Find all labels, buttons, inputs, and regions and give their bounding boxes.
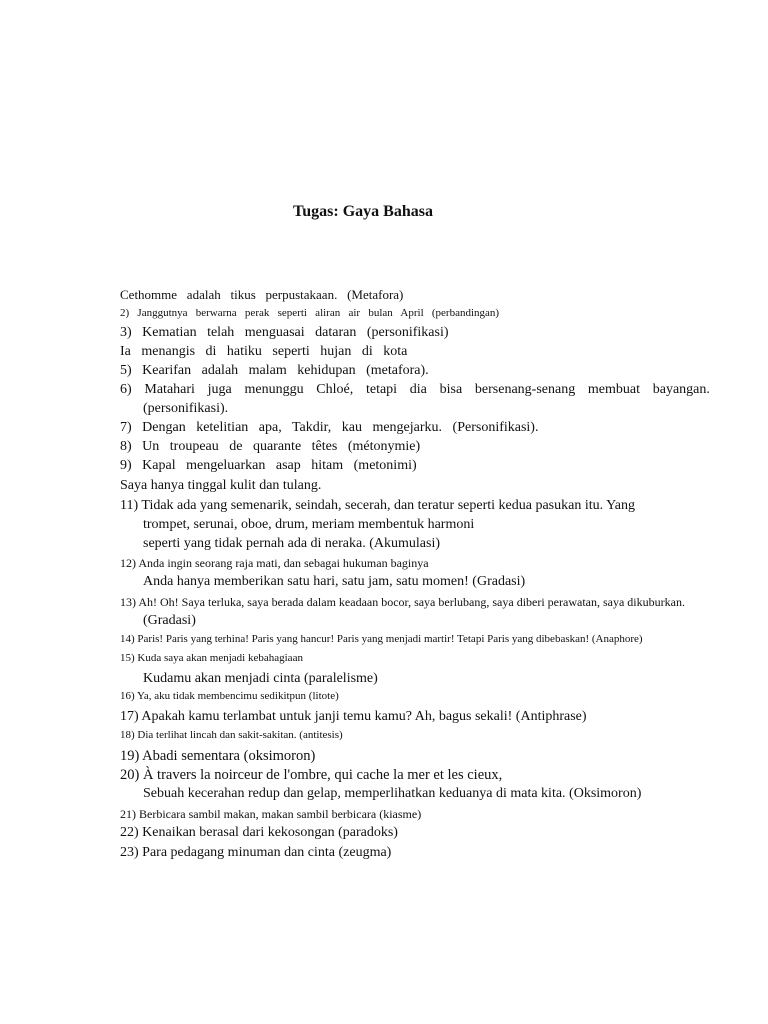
- line-21: 21) Berbicara sambil makan, makan sambil berbicara (kiasme): [120, 807, 422, 821]
- line-6: [120, 382, 710, 398]
- line-6-word: Matahari: [144, 382, 195, 397]
- line-6-continuation: (personifikasi).: [143, 401, 229, 416]
- line-17: 17) Apakah kamu terlambat untuk janji temu kamu? Ah, bagus sekali! (Antiphrase): [120, 709, 587, 724]
- line-4: Ia menangis di hatiku seperti hujan di kota: [120, 344, 408, 359]
- line-6-word: menunggu: [244, 382, 304, 397]
- line-3: 3) Kematian telah menguasai dataran (personifikasi): [120, 325, 449, 340]
- line-1: Cethomme adalah tikus perpustakaan. (Metafora): [120, 287, 404, 302]
- line-23: 23) Para pedagang minuman dan cinta (zeugma): [120, 845, 392, 860]
- line-16: 16) Ya, aku tidak membencimu sedikitpun (litote): [120, 690, 339, 702]
- line-6-word: bisa: [439, 382, 463, 397]
- line-13-continuation: (Gradasi): [143, 613, 196, 628]
- line-7: 7) Dengan ketelitian apa, Takdir, kau mengejarku. (Personifikasi).: [120, 420, 539, 435]
- line-12: 12) Anda ingin seorang raja mati, dan sebagai hukuman baginya: [120, 556, 429, 570]
- line-11-continuation-1: trompet, serunai, oboe, drum, meriam membentuk harmoni: [143, 517, 475, 532]
- line-22: 22) Kenaikan berasal dari kekosongan (paradoks): [120, 825, 398, 840]
- line-6-word: dia: [409, 382, 427, 397]
- line-11: 11) Tidak ada yang semenarik, seindah, secerah, dan teratur seperti kedua pasukan itu. Yang: [120, 498, 636, 513]
- page-title: Tugas: Gaya Bahasa: [293, 203, 433, 220]
- line-10: Saya hanya tinggal kulit dan tulang.: [120, 478, 322, 493]
- line-20-continuation: Sebuah kecerahan redup dan gelap, memperlihatkan keduanya di mata kita. (Oksimoron): [143, 786, 642, 801]
- line-15: 15) Kuda saya akan menjadi kebahagiaan: [120, 652, 303, 664]
- line-6-word: bersenang-senang: [474, 382, 576, 397]
- line-13: 13) Ah! Oh! Saya terluka, saya berada dalam keadaan bocor, saya berlubang, saya diberi perawatan, saya dikuburkan.: [120, 595, 685, 609]
- line-5: 5) Kearifan adalah malam kehidupan (metafora).: [120, 363, 429, 378]
- line-6-word: tetapi: [365, 382, 398, 397]
- line-12-continuation: Anda hanya memberikan satu hari, satu jam, satu momen! (Gradasi): [143, 574, 526, 589]
- line-9: 9) Kapal mengeluarkan asap hitam (metonimi): [120, 458, 417, 473]
- line-18: 18) Dia terlihat lincah dan sakit-sakitan. (antitesis): [120, 729, 343, 741]
- line-20: 20) À travers la noirceur de l'ombre, qui cache la mer et les cieux,: [120, 767, 503, 783]
- line-14: 14) Paris! Paris yang terhina! Paris yang hancur! Paris yang menjadi martir! Tetapi Paris yang dibebaskan! (Anaphore): [120, 633, 643, 645]
- line-19: 19) Abadi sementara (oksimoron): [120, 748, 316, 764]
- line-2: 2) Janggutnya berwarna perak seperti aliran air bulan April (perbandingan): [120, 307, 500, 319]
- line-11-continuation-2: seperti yang tidak pernah ada di neraka. (Akumulasi): [143, 536, 441, 551]
- line-6-word: membuat: [587, 382, 641, 397]
- line-6-word: 6): [120, 382, 132, 397]
- line-8: 8) Un troupeau de quarante têtes (métonymie): [120, 439, 421, 454]
- line-6-word: juga: [207, 382, 232, 397]
- line-15-continuation: Kudamu akan menjadi cinta (paralelisme): [143, 671, 378, 686]
- line-6-word: bayangan.: [652, 382, 710, 397]
- line-6-word: Chloé,: [316, 382, 354, 397]
